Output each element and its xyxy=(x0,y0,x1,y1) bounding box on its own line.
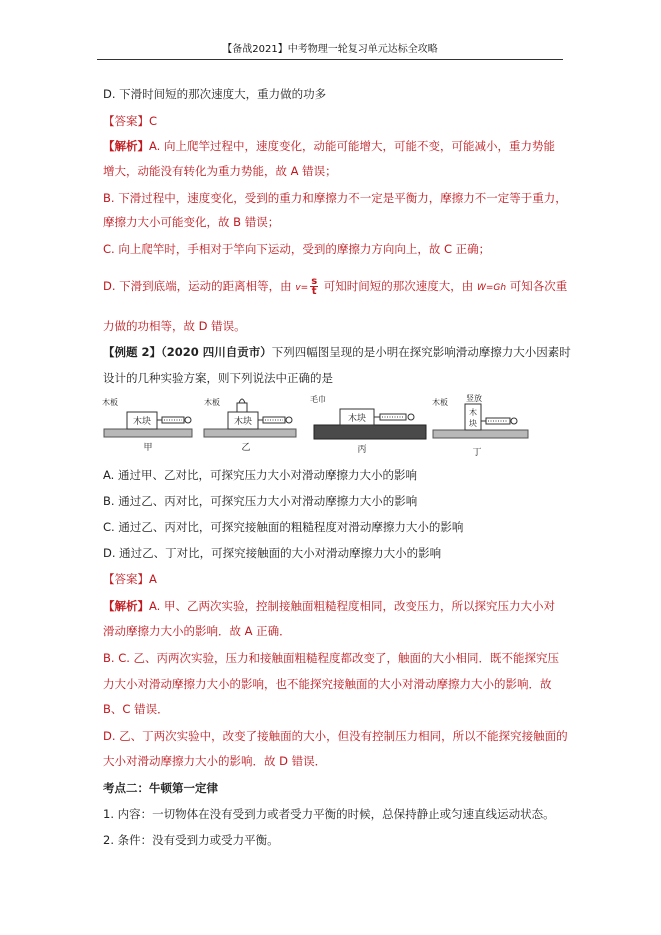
analysis-2-a xyxy=(103,598,555,614)
ding-board-label: 木板 xyxy=(432,398,448,407)
formula-w: W=Gh xyxy=(476,283,507,293)
example-2-title xyxy=(103,344,571,360)
jia-board-label: 木板 xyxy=(102,398,118,407)
analysis-1-a-cont: 增大，动能没有转化为重力势能，故 A 错误； xyxy=(103,164,337,178)
bing-scale-ring xyxy=(408,414,414,420)
jia-spring-scale xyxy=(162,417,184,423)
analysis-2-label: 【解析】 xyxy=(103,599,149,613)
page-header: 【备战2021】中考物理一轮复习单元达标全攻略 xyxy=(97,43,563,60)
analysis-1-a-text: A. 向上爬竿过程中，速度变化，动能可能增大，可能不变，可能减小，重力势能 xyxy=(149,139,555,153)
analysis-1-d-cont: 力做的功相等，故 D 错误。 xyxy=(103,319,246,333)
ding-block-label-top: 木 xyxy=(469,408,477,417)
analysis-1-a xyxy=(103,138,555,154)
ding-board xyxy=(433,430,528,438)
ding-caption: 丁 xyxy=(472,448,482,458)
analysis-2-a-text: A. 甲、乙两次实验，控制接触面粗糙程度相同，改变压力，所以探究压力大小对 xyxy=(149,599,555,613)
point-1: 1. 内容：一切物体在没有受到力或者受力平衡的时候，总保持静止或匀速直线运动状态。 xyxy=(103,807,555,821)
yi-spring-scale xyxy=(263,417,285,423)
jia-scale-ring xyxy=(185,417,191,423)
section-heading-newton: 考点二：牛顿第一定律 xyxy=(103,781,218,795)
ding-vertical-label: 竖放 xyxy=(466,394,482,403)
fraction-s-over-t xyxy=(310,277,318,296)
analysis-1-b: B. 下滑过程中，速度变化，受到的重力和摩擦力不一定是平衡力，摩擦力不一定等于重力， xyxy=(103,191,567,205)
option-c: C. 通过乙、丙对比，可探究接触面的粗糙程度对滑动摩擦力大小的影响 xyxy=(103,520,464,534)
analysis-2-b-cont: 力大小对滑动摩擦力大小的影响，也不能探究接触面的大小对滑动摩擦力大小的影响．故 xyxy=(103,677,552,691)
bing-towel xyxy=(314,425,426,439)
yi-scale-ring xyxy=(286,417,292,423)
jia-block-label: 木块 xyxy=(132,417,152,427)
bing-block-label: 木块 xyxy=(347,414,367,424)
experiment-ding xyxy=(432,393,528,458)
friction-experiments-figure xyxy=(100,392,560,462)
yi-weight xyxy=(237,403,247,412)
experiment-jia xyxy=(102,397,192,453)
option-a: A. 通过甲、乙对比，可探究压力大小对滑动摩擦力大小的影响 xyxy=(103,468,417,482)
example-2-label: 【例题 2】（2020 四川自贡市） xyxy=(103,345,272,359)
yi-block-label: 木块 xyxy=(233,417,253,427)
analysis-2-b: B. C. 乙、丙两次实验，压力和接触面粗糙程度都改变了，触面的大小相同．既不能探究压 xyxy=(103,651,560,665)
yi-weight-hook xyxy=(239,399,245,403)
jia-caption: 甲 xyxy=(143,443,153,453)
analysis-label: 【解析】 xyxy=(103,139,149,153)
yi-caption: 乙 xyxy=(241,443,251,453)
jia-board xyxy=(104,429,192,437)
answer-2: 【答案】A xyxy=(103,572,157,586)
example-2-cont: 设计的几种实验方案，则下列说法中正确的是 xyxy=(103,371,333,385)
yi-board xyxy=(204,429,296,437)
fraction-denominator: t xyxy=(311,286,317,297)
analysis-2-a-cont: 滑动摩擦力大小的影响．故 A 正确． xyxy=(103,624,291,638)
analysis-1-d xyxy=(103,275,567,299)
experiment-yi xyxy=(204,397,296,453)
analysis-1-b-cont: 摩擦力大小可能变化，故 B 错误； xyxy=(103,215,280,229)
fraction-numerator: s xyxy=(311,276,318,287)
analysis-2-d: D. 乙、丁两次实验中，改变了接触面的大小，但没有控制压力相同，所以不能探究接触面的 xyxy=(103,729,568,743)
option-d-line: D. 下滑时间短的那次速度大，重力做的功多 xyxy=(103,87,327,101)
analysis-1-d-mid: 可知时间短的那次速度大，由 xyxy=(320,279,477,293)
analysis-2-d-cont: 大小对滑动摩擦力大小的影响．故 D 错误． xyxy=(103,754,327,768)
example-2-text: 下列四幅图呈现的是小明在探究影响滑动摩擦力大小因素时 xyxy=(271,345,571,359)
analysis-1-d-post: 可知各次重 xyxy=(506,279,568,293)
analysis-1-c: C. 向上爬竿时，手相对于竿向下运动，受到的摩擦力方向向上，故 C 正确； xyxy=(103,242,491,256)
yi-board-label: 木板 xyxy=(204,398,220,407)
analysis-1-d-pre: D. 下滑到底端，运动的距离相等，由 xyxy=(103,279,296,293)
point-2: 2. 条件：没有受到力或受力平衡。 xyxy=(103,833,279,847)
formula-v: v= xyxy=(295,283,309,293)
experiment-bing xyxy=(310,394,426,455)
bing-towel-label: 毛巾 xyxy=(310,395,326,404)
analysis-2-b-cont2: B、C 错误． xyxy=(103,702,169,716)
ding-block-label-bottom: 块 xyxy=(469,419,477,428)
ding-scale-ring xyxy=(511,418,517,424)
option-d: D. 通过乙、丁对比，可探究接触面的大小对滑动摩擦力大小的影响 xyxy=(103,546,442,560)
option-b: B. 通过乙、丙对比，可探究压力大小对滑动摩擦力大小的影响 xyxy=(103,494,418,508)
answer-1: 【答案】C xyxy=(103,114,158,128)
bing-caption: 丙 xyxy=(357,445,367,455)
